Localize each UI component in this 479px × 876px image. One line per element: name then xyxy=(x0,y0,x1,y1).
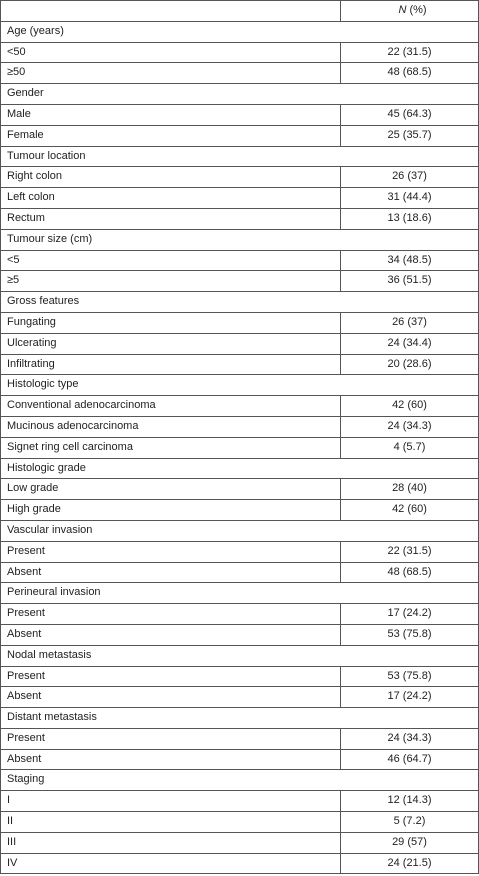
row-label: Mucinous adenocarcinoma xyxy=(1,416,341,437)
category-empty-cell xyxy=(341,520,479,541)
row-label: Present xyxy=(1,666,341,687)
row-value: 13 (18.6) xyxy=(341,208,479,229)
category-label: Distant metastasis xyxy=(1,708,341,729)
table-row xyxy=(1,853,479,874)
header-n-percent xyxy=(341,1,479,22)
category-empty-cell xyxy=(341,375,479,396)
row-label: Right colon xyxy=(1,167,341,188)
category-label: Age (years) xyxy=(1,21,341,42)
table-row xyxy=(1,624,479,645)
table-row xyxy=(1,312,479,333)
table-row xyxy=(1,104,479,125)
row-label: Male xyxy=(1,104,341,125)
table-row xyxy=(1,333,479,354)
row-value: 26 (37) xyxy=(341,167,479,188)
table-row xyxy=(1,562,479,583)
table-row xyxy=(1,832,479,853)
row-value: 53 (75.8) xyxy=(341,624,479,645)
row-value: 12 (14.3) xyxy=(341,791,479,812)
row-value: 22 (31.5) xyxy=(341,541,479,562)
table-row xyxy=(1,63,479,84)
row-value: 28 (40) xyxy=(341,479,479,500)
row-value: 26 (37) xyxy=(341,312,479,333)
category-row xyxy=(1,645,479,666)
category-empty-cell xyxy=(341,708,479,729)
row-value: 34 (48.5) xyxy=(341,250,479,271)
table-body xyxy=(1,21,479,874)
table-row xyxy=(1,416,479,437)
table-row xyxy=(1,354,479,375)
category-row xyxy=(1,520,479,541)
row-value: 29 (57) xyxy=(341,832,479,853)
row-label: Signet ring cell carcinoma xyxy=(1,437,341,458)
row-value: 24 (34.3) xyxy=(341,728,479,749)
row-label: Present xyxy=(1,541,341,562)
category-row xyxy=(1,84,479,105)
category-row xyxy=(1,146,479,167)
category-label: Gross features xyxy=(1,292,341,313)
row-value: 4 (5.7) xyxy=(341,437,479,458)
row-label: Female xyxy=(1,125,341,146)
category-label: Perineural invasion xyxy=(1,583,341,604)
header-percent-label: (%) xyxy=(409,4,427,16)
category-row xyxy=(1,708,479,729)
table-row xyxy=(1,42,479,63)
row-value: 20 (28.6) xyxy=(341,354,479,375)
row-label: I xyxy=(1,791,341,812)
row-label: Present xyxy=(1,604,341,625)
category-empty-cell xyxy=(341,146,479,167)
category-label: Tumour size (cm) xyxy=(1,229,341,250)
category-row xyxy=(1,375,479,396)
table-row xyxy=(1,541,479,562)
category-row xyxy=(1,292,479,313)
category-row xyxy=(1,21,479,42)
row-label: <50 xyxy=(1,42,341,63)
row-value: 25 (35.7) xyxy=(341,125,479,146)
category-empty-cell xyxy=(341,21,479,42)
row-value: 53 (75.8) xyxy=(341,666,479,687)
category-label: Gender xyxy=(1,84,341,105)
row-value: 42 (60) xyxy=(341,396,479,417)
category-empty-cell xyxy=(341,770,479,791)
table-row xyxy=(1,188,479,209)
header-row xyxy=(1,1,479,22)
row-label: Conventional adenocarcinoma xyxy=(1,396,341,417)
row-label: II xyxy=(1,812,341,833)
table-row xyxy=(1,749,479,770)
category-label: Tumour location xyxy=(1,146,341,167)
row-label: IV xyxy=(1,853,341,874)
row-value: 31 (44.4) xyxy=(341,188,479,209)
table-row xyxy=(1,125,479,146)
row-value: 48 (68.5) xyxy=(341,63,479,84)
row-value: 5 (7.2) xyxy=(341,812,479,833)
row-label: Infiltrating xyxy=(1,354,341,375)
row-label: Rectum xyxy=(1,208,341,229)
category-empty-cell xyxy=(341,229,479,250)
row-value: 48 (68.5) xyxy=(341,562,479,583)
row-value: 17 (24.2) xyxy=(341,604,479,625)
category-row xyxy=(1,770,479,791)
header-n-label: N xyxy=(398,4,407,16)
row-label: Absent xyxy=(1,749,341,770)
row-label: Present xyxy=(1,728,341,749)
table-row xyxy=(1,208,479,229)
row-label: ≥50 xyxy=(1,63,341,84)
row-label: Low grade xyxy=(1,479,341,500)
category-empty-cell xyxy=(341,645,479,666)
table-row xyxy=(1,500,479,521)
row-value: 24 (34.3) xyxy=(341,416,479,437)
category-row xyxy=(1,229,479,250)
table-row xyxy=(1,687,479,708)
table-row xyxy=(1,812,479,833)
row-value: 24 (21.5) xyxy=(341,853,479,874)
row-label: III xyxy=(1,832,341,853)
table-row xyxy=(1,604,479,625)
category-empty-cell xyxy=(341,84,479,105)
table-row xyxy=(1,271,479,292)
table-row xyxy=(1,167,479,188)
row-value: 17 (24.2) xyxy=(341,687,479,708)
category-empty-cell xyxy=(341,292,479,313)
category-empty-cell xyxy=(341,583,479,604)
category-label: Histologic type xyxy=(1,375,341,396)
row-value: 36 (51.5) xyxy=(341,271,479,292)
row-label: Absent xyxy=(1,562,341,583)
row-label: <5 xyxy=(1,250,341,271)
row-label: Absent xyxy=(1,687,341,708)
row-value: 24 (34.4) xyxy=(341,333,479,354)
row-value: 22 (31.5) xyxy=(341,42,479,63)
row-value: 45 (64.3) xyxy=(341,104,479,125)
category-label: Nodal metastasis xyxy=(1,645,341,666)
table-row xyxy=(1,666,479,687)
row-label: ≥5 xyxy=(1,271,341,292)
row-value: 42 (60) xyxy=(341,500,479,521)
table-row xyxy=(1,728,479,749)
table-row xyxy=(1,791,479,812)
table-row xyxy=(1,437,479,458)
row-label: Absent xyxy=(1,624,341,645)
row-label: Ulcerating xyxy=(1,333,341,354)
row-value: 46 (64.7) xyxy=(341,749,479,770)
row-label: High grade xyxy=(1,500,341,521)
header-blank-cell xyxy=(1,1,341,22)
table-row xyxy=(1,479,479,500)
category-label: Staging xyxy=(1,770,341,791)
category-label: Histologic grade xyxy=(1,458,341,479)
row-label: Fungating xyxy=(1,312,341,333)
category-row xyxy=(1,458,479,479)
category-empty-cell xyxy=(341,458,479,479)
category-row xyxy=(1,583,479,604)
category-label: Vascular invasion xyxy=(1,520,341,541)
table-row xyxy=(1,250,479,271)
table-row xyxy=(1,396,479,417)
row-label: Left colon xyxy=(1,188,341,209)
